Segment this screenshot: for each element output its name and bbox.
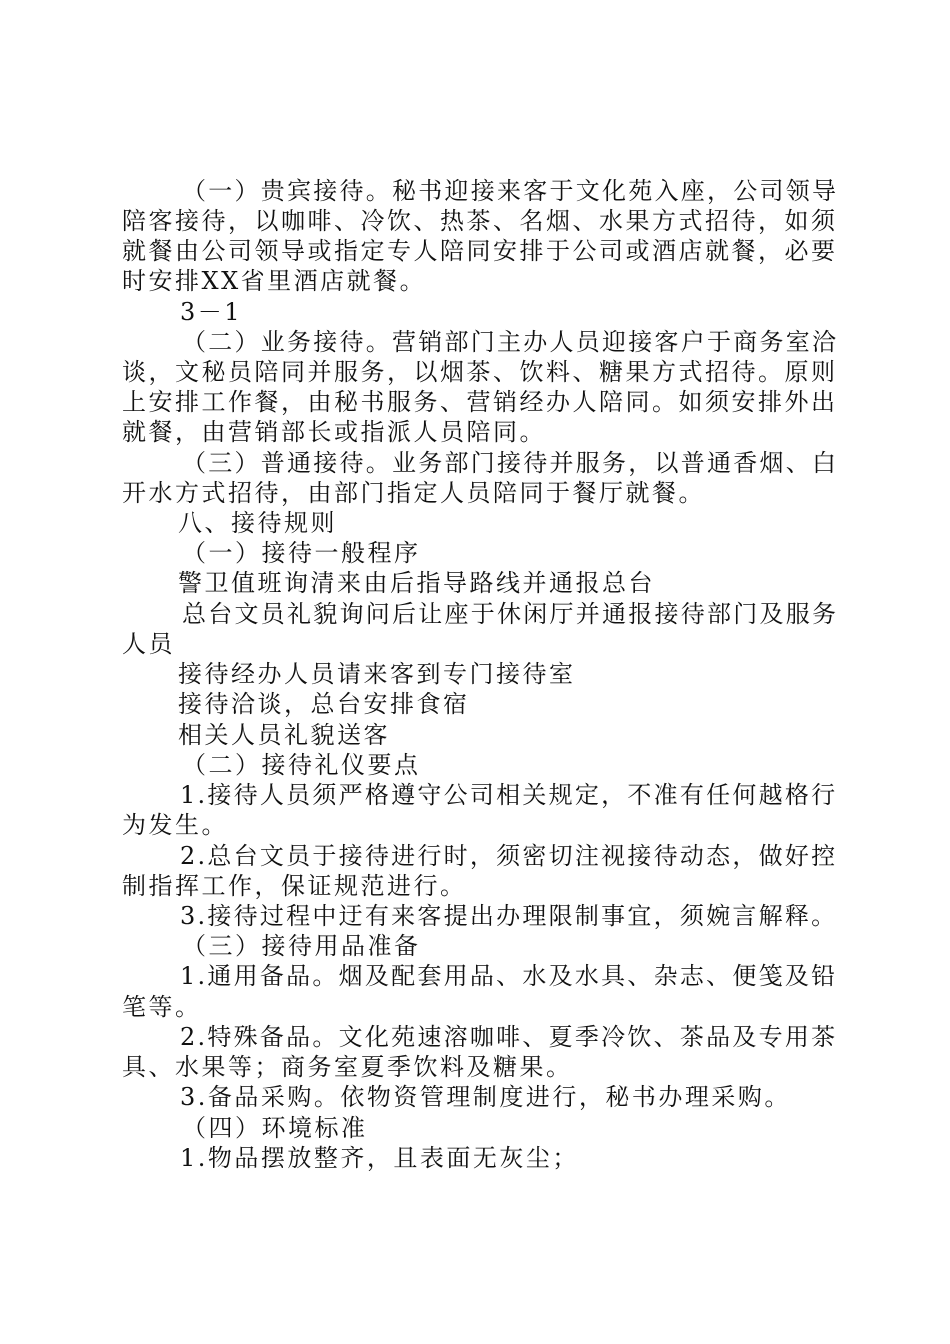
paragraph-line: 相关人员礼貌送客 bbox=[178, 721, 390, 749]
paragraph-line: 开水方式招待，由部门指定人员陪同于餐厅就餐。 bbox=[122, 479, 705, 507]
paragraph-line: 2.特殊备品。文化苑速溶咖啡、夏季冷饮、茶品及专用茶 bbox=[180, 1023, 838, 1051]
paragraph-line: 警卫值班询清来由后指导路线并通报总台 bbox=[178, 569, 655, 597]
paragraph-line: 制指挥工作，保证规范进行。 bbox=[122, 872, 467, 900]
paragraph-line: 3.备品采购。依物资管理制度进行，秘书办理采购。 bbox=[180, 1083, 791, 1111]
paragraph-line: 1.通用备品。烟及配套用品、水及水具、杂志、便笺及铅 bbox=[180, 962, 838, 990]
paragraph-line: 谈，文秘员陪同并服务，以烟茶、饮料、糖果方式招待。原则 bbox=[122, 358, 838, 386]
paragraph-line: 就餐由公司领导或指定专人陪同安排于公司或酒店就餐，必要 bbox=[122, 237, 838, 265]
paragraph-line: 上安排工作餐，由秘书服务、营销经办人陪同。如须安排外出 bbox=[122, 388, 838, 416]
paragraph-line: 人员 bbox=[122, 630, 175, 658]
paragraph-line: （三）普通接待。业务部门接待并服务，以普通香烟、白 bbox=[182, 449, 839, 477]
paragraph-line: 时安排XX省里酒店就餐。 bbox=[122, 267, 427, 295]
paragraph-line: 1.接待人员须严格遵守公司相关规定，不准有任何越格行 bbox=[180, 781, 838, 809]
paragraph-line: 接待经办人员请来客到专门接待室 bbox=[178, 660, 576, 688]
paragraph-line: 具、水果等；商务室夏季饮料及糖果。 bbox=[122, 1053, 573, 1081]
subsection-heading: （四）环境标准 bbox=[182, 1114, 368, 1142]
subsection-heading: （二）接待礼仪要点 bbox=[182, 751, 421, 779]
paragraph-line: 3.接待过程中迂有来客提出办理限制事宜，须婉言解释。 bbox=[180, 902, 838, 930]
paragraph-line: 陪客接待，以咖啡、冷饮、热茶、名烟、水果方式招待，如须 bbox=[122, 207, 838, 235]
paragraph-line: 接待洽谈，总台安排食宿 bbox=[178, 690, 470, 718]
paragraph-line: （二）业务接待。营销部门主办人员迎接客户于商务室洽 bbox=[182, 328, 839, 356]
subsection-heading: （一）接待一般程序 bbox=[182, 539, 421, 567]
paragraph-line: 笔等。 bbox=[122, 993, 202, 1021]
paragraph-line: （一）贵宾接待。秘书迎接来客于文化苑入座，公司领导 bbox=[182, 177, 839, 205]
subsection-heading: （三）接待用品准备 bbox=[182, 932, 421, 960]
paragraph-line: 总台文员礼貌询问后让座于休闲厅并通报接待部门及服务 bbox=[182, 600, 839, 628]
paragraph-line: 为发生。 bbox=[122, 811, 228, 839]
paragraph-line: 2.总台文员于接待进行时，须密切注视接待动态，做好控 bbox=[180, 842, 838, 870]
paragraph-line: 1.物品摆放整齐，且表面无灰尘； bbox=[180, 1144, 579, 1172]
page-marker: 3－1 bbox=[180, 298, 243, 326]
section-heading: 八、接待规则 bbox=[178, 509, 337, 537]
paragraph-line: 就餐，由营销部长或指派人员陪同。 bbox=[122, 418, 546, 446]
